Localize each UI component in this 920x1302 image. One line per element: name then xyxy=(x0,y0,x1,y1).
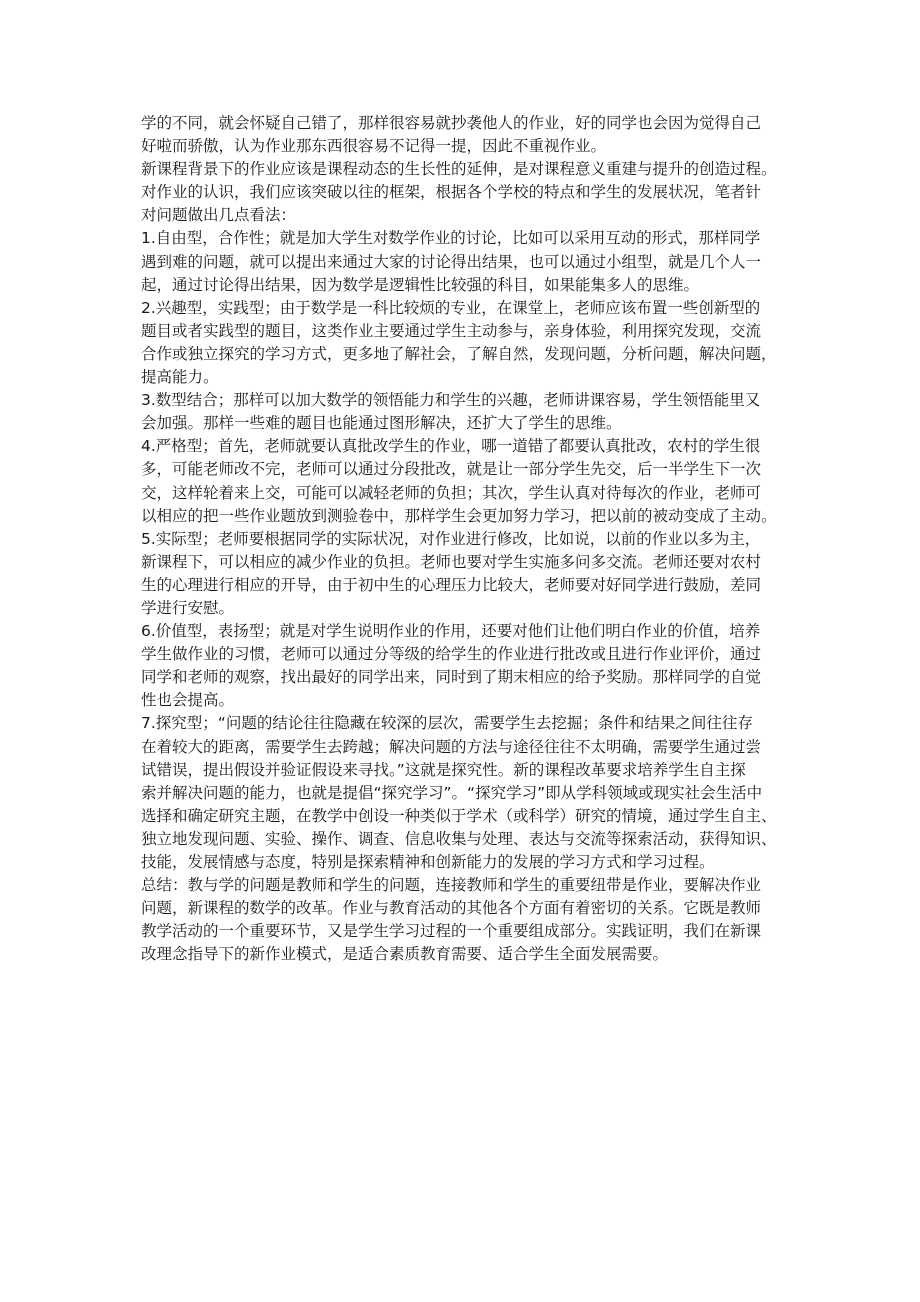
text-line: 多，可能老师改不完，老师可以通过分段批改，就是让一部分学生先交，后一半学生下一次 xyxy=(141,460,762,479)
text-line: 合作或独立探究的学习方式，更多地了解社会，了解自然，发现问题，分析问题，解决问题， xyxy=(141,344,777,363)
text-line: 题目或者实践型的题目，这类作业主要通过学生主动参与，亲身体验，利用探究发现，交流 xyxy=(141,321,762,340)
text-line: 对作业的认识，我们应该突破以往的框架，根据各个学校的特点和学生的发展状况，笔者针 xyxy=(141,183,762,202)
text-line: 性也会提高。 xyxy=(141,691,235,710)
text-line: 在着较大的距离，需要学生去跨越；解决问题的方法与途径往往不太明确，需要学生通过尝 xyxy=(141,737,762,756)
text-line: 问题，新课程的数学的改革。作业与教育活动的其他各个方面有着密切的关系。它既是教师 xyxy=(141,899,762,918)
text-line: 独立地发现问题、实验、操作、调查、信息收集与处理、表达与交流等探索活动，获得知识、 xyxy=(141,829,777,848)
text-line: 学生做作业的习惯，老师可以通过分等级的给学生的作业进行批改或且进行作业评价，通过 xyxy=(141,645,762,664)
text-line: 试错误，提出假设并验证假设来寻找。”这就是探究性。新的课程改革要求培养学生自主探 xyxy=(141,760,746,779)
text-line: 技能，发展情感与态度，特别是探索精神和创新能力的发展的学习方式和学习过程。 xyxy=(141,853,715,871)
text-line: 1.自由型，合作性；就是加大学生对数学作业的讨论，比如可以采用互动的形式，那样同学 xyxy=(141,229,761,248)
text-line: 3.数型结合；那样可以加大数学的领悟能力和学生的兴趣，老师讲课容易，学生领悟能里又 xyxy=(141,391,761,410)
text-line: 新课程下，可以相应的减少作业的负担。老师也要对学生实施多问多交流。老师还要对农村 xyxy=(141,552,762,571)
text-line: 4.严格型；首先，老师就要认真批改学生的作业，哪一道错了都要认真批改，农村的学生很 xyxy=(141,437,761,456)
text-line: 起，通过讨论得出结果，因为数学是逻辑性比较强的科目，如果能集多人的思维。 xyxy=(141,275,700,294)
text-line: 交，这样轮着来上交，可能可以减轻老师的负担；其次，学生认真对待每次的作业，老师可 xyxy=(141,483,762,502)
text-line: 会加强。那样一些难的题目也能通过图形解决，还扩大了学生的思维。 xyxy=(141,414,622,433)
text-line: 好啦而骄傲，认为作业那东西很容易不记得一提，因此不重视作业。 xyxy=(141,137,607,156)
text-line: 学进行安慰。 xyxy=(141,598,235,617)
text-line: 对问题做出几点看法： xyxy=(141,206,297,225)
text-line: 选择和确定研究主题，在教学中创设一种类似于学术（或科学）研究的情境，通过学生自主、 xyxy=(141,806,777,825)
text-line: 6.价值型，表扬型；就是对学生说明作业的作用，还要对他们让他们明白作业的价值，培养 xyxy=(141,622,761,641)
text-line: 总结：教与学的问题是教师和学生的问题，连接教师和学生的重要纽带是作业，要解决作业 xyxy=(141,876,762,895)
text-line: 教学活动的一个重要环节，又是学生学习过程的一个重要组成部分。实践证明，我们在新课 xyxy=(141,922,762,941)
text-line: 2.兴趣型，实践型；由于数学是一科比较烦的专业，在课堂上，老师应该布置一些创新型的 xyxy=(141,298,761,317)
text-line: 以相应的把一些作业题放到测验卷中，那样学生会更加努力学习，把以前的被动变成了主动。 xyxy=(141,506,777,525)
text-line: 学的不同，就会怀疑自己错了，那样很容易就抄袭他人的作业，好的同学也会因为觉得自己 xyxy=(141,114,762,132)
text-line: 改理念指导下的新作业模式，是适合素质教育需要、适合学生全面发展需要。 xyxy=(141,945,669,964)
document-body xyxy=(141,112,801,966)
text-line: 同学和老师的观察，找出最好的同学出来，同时到了期末相应的给予奖励。那样同学的自觉 xyxy=(141,668,762,687)
text-line: 7.探究型；“问题的结论往往隐藏在较深的层次，需要学生去挖掘；条件和结果之间往往存 xyxy=(141,714,753,733)
text-line: 5.实际型；老师要根据同学的实际状况，对作业进行修改，比如说，以前的作业以多为主， xyxy=(141,529,761,548)
text-line: 新课程背景下的作业应该是课程动态的生长性的延伸，是对课程意义重建与提升的创造过程。 xyxy=(141,160,777,179)
text-line: 提高能力。 xyxy=(141,368,219,387)
text-line: 遇到难的问题，就可以提出来通过大家的讨论得出结果，也可以通过小组型，就是几个人一 xyxy=(141,252,762,271)
text-line: 生的心理进行相应的开导，由于初中生的心理压力比较大，老师要对好同学进行鼓励，差同 xyxy=(141,575,762,594)
text-line: 索并解决问题的能力，也就是提倡“探究学习”。“探究学习”即从学科领域或现实社会生活中 xyxy=(141,783,763,802)
